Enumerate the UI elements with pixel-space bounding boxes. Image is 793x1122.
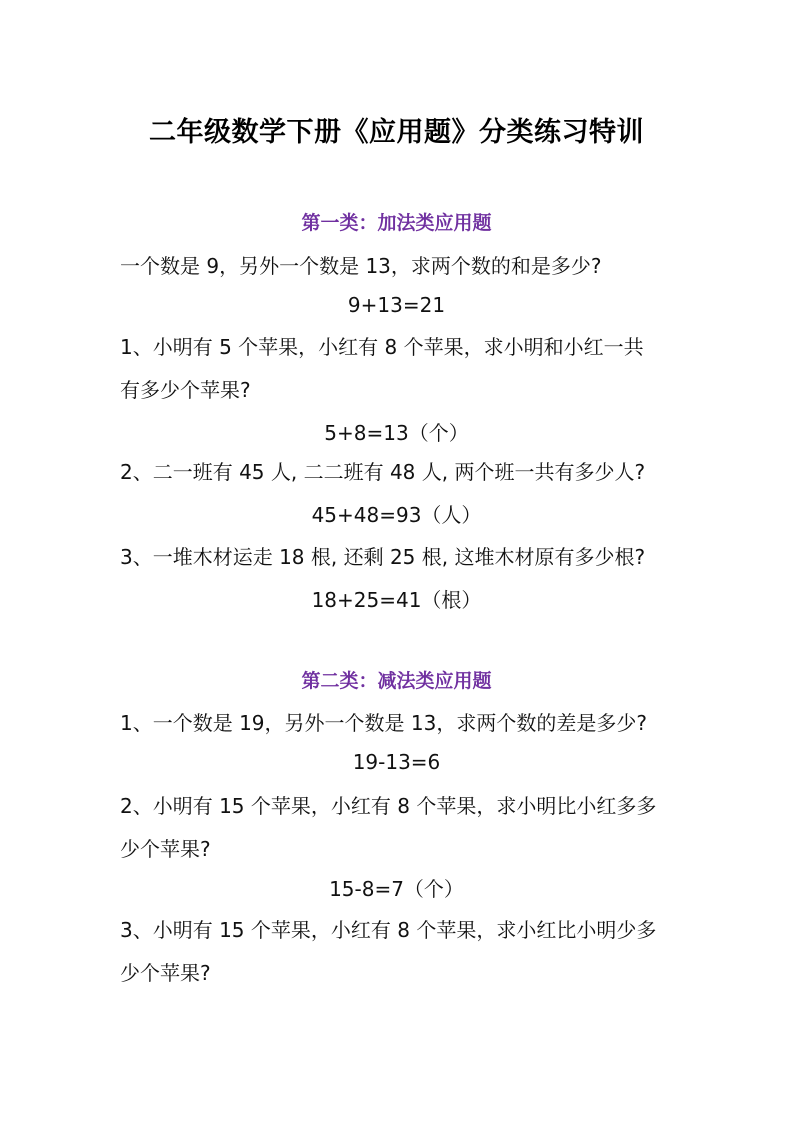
question-text: 1、一个数是 19，另外一个数是 13，求两个数的差是多少? — [120, 711, 647, 735]
question-text: 3、小明有 15 个苹果，小红有 8 个苹果，求小红比小明少多 — [120, 918, 657, 942]
question-text: 2、二一班有 45 人, 二二班有 48 人, 两个班一共有多少人? — [120, 460, 646, 484]
question-text: 3、一堆木材运走 18 根, 还剩 25 根, 这堆木材原有多少根? — [120, 545, 646, 569]
answer-equation: 15-8=7（个） — [329, 877, 464, 901]
section-heading-subtraction: 第二类：减法类应用题 — [301, 670, 492, 692]
answer-equation: 18+25=41（根） — [311, 588, 482, 612]
answer-equation: 45+48=93（人） — [311, 503, 482, 527]
question-text: 1、小明有 5 个苹果，小红有 8 个苹果，求小明和小红一共 — [120, 335, 644, 359]
answer-equation: 9+13=21 — [347, 293, 446, 317]
page-title: 二年级数学下册《应用题》分类练习特训 — [149, 117, 644, 148]
question-text: 2、小明有 15 个苹果，小红有 8 个苹果，求小明比小红多多 — [120, 794, 657, 818]
answer-equation: 19-13=6 — [352, 750, 441, 774]
answer-equation: 5+8=13（个） — [324, 421, 469, 445]
question-text-continued: 有多少个苹果? — [120, 378, 251, 402]
question-text: 一个数是 9，另外一个数是 13，求两个数的和是多少? — [120, 254, 602, 278]
section-heading-addition: 第一类：加法类应用题 — [301, 212, 492, 234]
question-text-continued: 少个苹果? — [120, 837, 211, 861]
question-text-continued: 少个苹果? — [120, 961, 211, 985]
